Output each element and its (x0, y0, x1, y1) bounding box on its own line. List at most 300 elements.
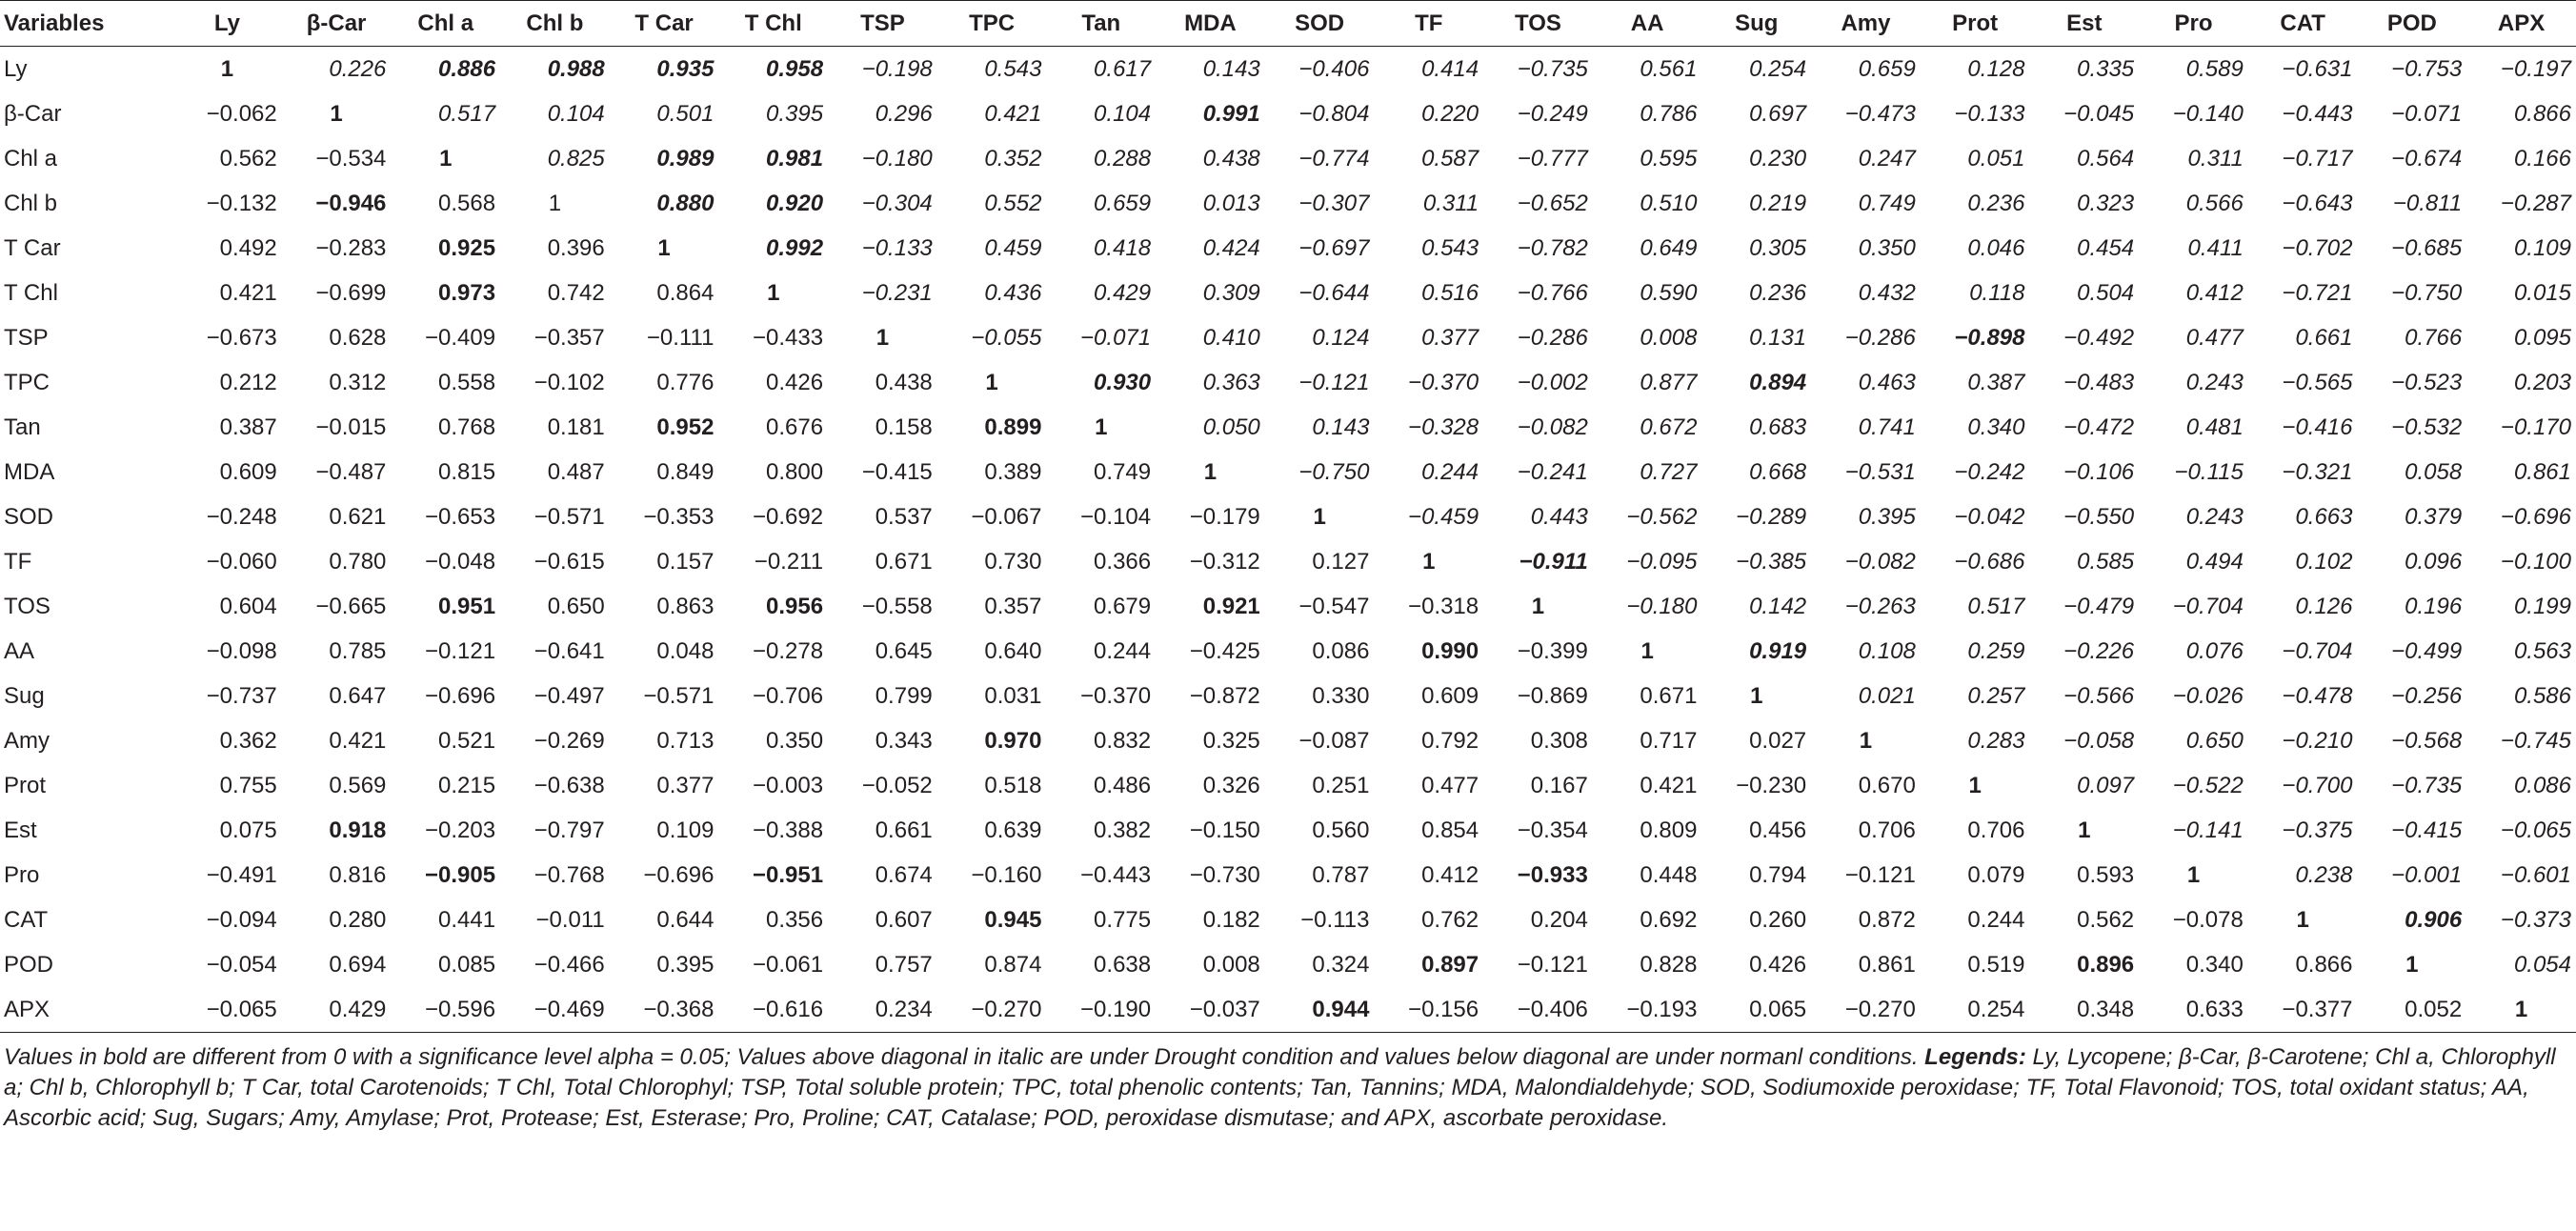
table-cell: 0.521 (438, 727, 496, 754)
table-cell: 0.679 (1094, 593, 1152, 619)
table-cell: 0.031 (984, 682, 1042, 709)
table-cell: 0.861 (2513, 458, 2571, 485)
table-cell: 0.104 (1094, 100, 1152, 127)
table-cell: −0.377 (2248, 987, 2358, 1033)
table-cell: −0.696 (425, 682, 496, 709)
table-cell: 0.792 (1421, 727, 1479, 754)
table-cell: −0.061 (753, 951, 824, 978)
table-cell: −0.692 (753, 503, 824, 530)
row-label: Ly (4, 55, 28, 82)
column-header: T Car (610, 1, 719, 47)
table-cell: −0.872 (1189, 682, 1260, 709)
column-header: TF (1374, 1, 1483, 47)
table-cell: 0.109 (656, 817, 714, 843)
table-cell: −0.001 (2391, 861, 2463, 888)
table-cell: 0.244 (1967, 906, 2025, 933)
table-cell: −0.704 (2172, 593, 2244, 619)
table-cell: 0.128 (1967, 55, 2025, 82)
table-cell: −0.160 (971, 861, 1042, 888)
table-cell: −0.388 (753, 817, 824, 843)
table-cell: 0.362 (219, 727, 277, 754)
table-cell: −0.571 (643, 682, 714, 709)
table-cell: −0.368 (610, 987, 719, 1033)
table-cell: 0.243 (2185, 503, 2244, 530)
table-cell: 0.254 (1921, 987, 2030, 1033)
table-cell: 0.234 (828, 987, 937, 1033)
table-cell: 0.706 (1858, 817, 1916, 843)
table-cell: 0.992 (766, 234, 824, 261)
table-cell: 0.815 (438, 458, 496, 485)
table-cell: −0.702 (2282, 234, 2353, 261)
table-cell: −0.643 (2282, 190, 2353, 216)
table-cell: 0.220 (1421, 100, 1479, 127)
table-cell: 0.694 (329, 951, 387, 978)
table-cell: 0.487 (547, 458, 605, 485)
table-cell: 0.874 (984, 951, 1042, 978)
table-cell: 0.131 (1749, 324, 1807, 351)
table-cell: 1 (1640, 637, 1654, 664)
table-cell: −0.615 (533, 548, 605, 575)
column-header: Pro (2139, 1, 2248, 47)
table-footnote (0, 1033, 2574, 1134)
table-cell: 0.956 (766, 593, 824, 619)
table-cell: 0.387 (1967, 369, 2025, 395)
row-label: β-Car (4, 100, 62, 127)
table-cell: −0.062 (206, 100, 277, 127)
table-cell: −0.492 (2063, 324, 2135, 351)
table-cell: 0.065 (1701, 987, 1811, 1033)
table-cell: 0.481 (2185, 414, 2244, 440)
table-cell: −0.286 (1517, 324, 1588, 351)
table-cell: −0.469 (500, 987, 610, 1033)
table-cell: −0.665 (315, 593, 387, 619)
table-cell: 0.027 (1749, 727, 1807, 754)
table-cell: 1 (657, 234, 671, 261)
table-cell: 0.825 (547, 145, 605, 172)
table-cell: 1 (1422, 548, 1436, 575)
table-cell: 0.517 (1967, 593, 2025, 619)
table-cell: −0.699 (315, 279, 387, 306)
table-cell: 0.607 (875, 906, 933, 933)
table-cell: −0.180 (861, 145, 933, 172)
table-cell: −0.700 (2282, 772, 2353, 798)
table-cell: 0.564 (2077, 145, 2135, 172)
table-cell: 1 (330, 100, 343, 127)
table-cell: 0.877 (1640, 369, 1698, 395)
footnote-text: Values in bold are different from 0 with a significance level alpha = 0.05; Values above diagonal in italic are under Drought condition and values below diagonal are under normanl conditions. (4, 1044, 1925, 1070)
table-cell: 0.379 (2405, 503, 2463, 530)
table-cell: 0.989 (656, 145, 714, 172)
table-cell: −0.409 (425, 324, 496, 351)
column-header: TOS (1483, 1, 1593, 47)
table-cell: 0.254 (1749, 55, 1807, 82)
table-cell: −0.115 (2174, 458, 2244, 485)
table-cell: 0.543 (984, 55, 1042, 82)
table-cell: 0.421 (1640, 772, 1698, 798)
table-cell: 0.661 (2295, 324, 2353, 351)
table-cell: 0.670 (1858, 772, 1916, 798)
table-cell: −0.321 (2282, 458, 2353, 485)
table-cell: 1 (1095, 414, 1108, 440)
table-cell: −0.287 (2500, 190, 2571, 216)
column-header: TSP (828, 1, 937, 47)
table-cell: −0.111 (646, 324, 714, 351)
table-cell: 0.118 (1969, 279, 2025, 306)
table-cell: 0.260 (1749, 906, 1807, 933)
table-cell: 0.389 (984, 458, 1042, 485)
table-cell: 0.816 (329, 861, 387, 888)
table-cell: −0.596 (391, 987, 500, 1033)
table-cell: 0.640 (984, 637, 1042, 664)
table-cell: 0.918 (329, 817, 387, 843)
table-cell: −0.055 (971, 324, 1042, 351)
table-cell: 0.621 (329, 503, 387, 530)
table-cell: 0.494 (2185, 548, 2244, 575)
table-cell: 0.650 (2185, 727, 2244, 754)
table-cell: 0.204 (1530, 906, 1588, 933)
table-cell: 1 (1531, 593, 1545, 619)
table-cell: −0.283 (315, 234, 387, 261)
table-cell: 0.762 (1421, 906, 1479, 933)
table-row (0, 942, 2576, 987)
table-cell: −0.357 (533, 324, 605, 351)
row-label: TOS (4, 593, 50, 619)
table-cell: 0.925 (438, 234, 496, 261)
table-cell: 0.906 (2405, 906, 2463, 933)
table-cell: 0.586 (2513, 682, 2571, 709)
table-cell: 0.366 (1094, 548, 1152, 575)
table-cell: 0.477 (1421, 772, 1479, 798)
table-cell: 0.609 (219, 458, 277, 485)
table-cell: 0.357 (984, 593, 1042, 619)
table-row (0, 718, 2576, 763)
table-cell: −0.373 (2500, 906, 2571, 933)
table-cell: −0.256 (2391, 682, 2463, 709)
table-cell: 1 (2296, 906, 2309, 933)
table-cell: 0.340 (2185, 951, 2244, 978)
table-cell: 0.324 (1312, 951, 1370, 978)
row-label: AA (4, 637, 35, 664)
table-cell: 0.052 (2358, 987, 2467, 1033)
table-cell: −0.104 (1080, 503, 1152, 530)
table-row (0, 91, 2576, 136)
table-cell: 0.396 (547, 234, 605, 261)
table-cell: 0.021 (1858, 682, 1916, 709)
table-cell: −0.443 (2282, 100, 2353, 127)
table-cell: −0.197 (2500, 55, 2571, 82)
table-cell: 0.589 (2185, 55, 2244, 82)
table-cell: 0.414 (1421, 55, 1479, 82)
table-cell: 0.395 (766, 100, 824, 127)
table-cell: 0.897 (1421, 951, 1479, 978)
table-cell: −0.048 (425, 548, 496, 575)
table-cell: −0.065 (2500, 817, 2571, 843)
table-cell: 0.244 (1094, 637, 1152, 664)
table-cell: 0.236 (1749, 279, 1807, 306)
table-cell: 0.377 (656, 772, 714, 798)
table-cell: −0.052 (861, 772, 933, 798)
table-cell: −0.774 (1298, 145, 1370, 172)
table-cell: −0.354 (1517, 817, 1588, 843)
table-cell: −0.946 (315, 190, 387, 216)
table-cell: −0.750 (2391, 279, 2463, 306)
table-cell: −0.499 (2391, 637, 2463, 664)
table-cell: 0.749 (1858, 190, 1916, 216)
table-cell: 0.832 (1094, 727, 1152, 754)
legends-label: Legends: (1924, 1044, 2026, 1070)
table-cell: 0.864 (656, 279, 714, 306)
table-cell: 0.046 (1967, 234, 2025, 261)
row-label: SOD (4, 503, 54, 530)
table-cell: 0.348 (2029, 987, 2139, 1033)
table-cell: 1 (2405, 951, 2419, 978)
table-cell: −0.102 (533, 369, 605, 395)
table-cell: −0.735 (2391, 772, 2463, 798)
table-cell: −0.745 (2500, 727, 2571, 754)
table-cell: 0.215 (438, 772, 496, 798)
table-cell: 0.519 (1967, 951, 2025, 978)
table-row (0, 763, 2576, 808)
table-cell: 0.568 (438, 190, 496, 216)
table-cell: 1 (548, 190, 562, 216)
table-cell: 0.412 (1421, 861, 1479, 888)
table-cell: 0.659 (1858, 55, 1916, 82)
table-cell: −0.547 (1298, 593, 1370, 619)
table-cell: 0.259 (1967, 637, 2025, 664)
table-cell: 0.459 (984, 234, 1042, 261)
table-cell: 0.776 (656, 369, 714, 395)
table-cell: 1 (439, 145, 453, 172)
row-label: CAT (4, 906, 49, 933)
row-label: T Chl (4, 279, 58, 306)
table-cell: 0.448 (1640, 861, 1698, 888)
table-cell: 0.008 (1202, 951, 1260, 978)
table-cell: −0.370 (1408, 369, 1479, 395)
table-cell: −0.415 (2391, 817, 2463, 843)
table-cell: 0.008 (1640, 324, 1698, 351)
table-cell: −0.487 (315, 458, 387, 485)
table-cell: 0.866 (2295, 951, 2353, 978)
row-label: Pro (4, 861, 40, 888)
table-cell: 0.477 (2185, 324, 2244, 351)
table-cell: 0.650 (547, 593, 605, 619)
table-cell: 0.595 (1640, 145, 1698, 172)
table-cell: −0.704 (2282, 637, 2353, 664)
table-cell: 0.661 (875, 817, 933, 843)
table-cell: 1 (985, 369, 998, 395)
column-header: Sug (1701, 1, 1811, 47)
table-cell: −0.406 (1483, 987, 1593, 1033)
table-cell: 0.411 (2187, 234, 2244, 261)
table-cell: −0.270 (1811, 987, 1921, 1033)
table-cell: 0.086 (1312, 637, 1370, 664)
table-cell: 0.593 (2077, 861, 2135, 888)
table-cell: 0.325 (1202, 727, 1260, 754)
table-cell: −0.312 (1189, 548, 1260, 575)
table-cell: −0.406 (1298, 55, 1370, 82)
row-label: TSP (4, 324, 49, 351)
table-cell: 0.395 (1858, 503, 1916, 530)
table-cell: 0.326 (1202, 772, 1260, 798)
table-cell: −0.686 (1954, 548, 2025, 575)
table-cell: 0.945 (984, 906, 1042, 933)
table-cell: −0.058 (2063, 727, 2135, 754)
table-cell: 0.780 (329, 548, 387, 575)
table-cell: 0.238 (2295, 861, 2353, 888)
column-header: Chl b (500, 1, 610, 47)
table-cell: 0.768 (438, 414, 496, 440)
table-cell: −0.550 (2063, 503, 2135, 530)
table-cell: −0.328 (1408, 414, 1479, 440)
table-cell: −0.071 (2391, 100, 2463, 127)
table-cell: −0.045 (2063, 100, 2135, 127)
table-cell: 0.051 (1967, 145, 2025, 172)
table-cell: −0.491 (206, 861, 277, 888)
table-cell: 0.124 (1312, 324, 1370, 351)
table-cell: 0.569 (329, 772, 387, 798)
table-cell: 0.639 (984, 817, 1042, 843)
table-cell: 0.558 (438, 369, 496, 395)
table-cell: −0.601 (2500, 861, 2571, 888)
table-cell: −0.249 (1517, 100, 1588, 127)
table-cell: −0.641 (533, 637, 605, 664)
table-cell: 0.280 (329, 906, 387, 933)
table-cell: −0.750 (1298, 458, 1370, 485)
table-cell: 0.730 (984, 548, 1042, 575)
table-cell: 0.633 (2139, 987, 2248, 1033)
table-cell: 0.311 (1422, 190, 1479, 216)
table-cell: 0.108 (1858, 637, 1916, 664)
table-cell: 0.866 (2513, 100, 2571, 127)
row-label: APX (0, 987, 172, 1033)
table-cell: 0.930 (1094, 369, 1152, 395)
table-cell: 0.562 (219, 145, 277, 172)
table-cell: −0.532 (2391, 414, 2463, 440)
table-cell: −0.652 (1517, 190, 1588, 216)
table-cell: 0.429 (282, 987, 392, 1033)
table-cell: −0.132 (206, 190, 277, 216)
table-cell: −0.558 (861, 593, 933, 619)
table-cell: 0.504 (2077, 279, 2135, 306)
table-cell: −0.375 (2282, 817, 2353, 843)
table-cell: 0.226 (329, 55, 387, 82)
row-label: T Car (4, 234, 61, 261)
table-cell: −0.242 (1954, 458, 2025, 485)
table-row (0, 987, 2576, 1033)
table-cell: 0.486 (1094, 772, 1152, 798)
table-cell: 0.236 (1967, 190, 2025, 216)
table-cell: −0.071 (1080, 324, 1152, 351)
table-cell: 0.076 (2185, 637, 2244, 664)
table-cell: 0.787 (1312, 861, 1370, 888)
table-row (0, 629, 2576, 674)
table-cell: −0.869 (1517, 682, 1588, 709)
table-cell: −0.717 (2282, 145, 2353, 172)
table-cell: −0.399 (1517, 637, 1588, 664)
table-row (0, 853, 2576, 898)
table-cell: 0.343 (875, 727, 933, 754)
table-cell: −0.156 (1374, 987, 1483, 1033)
table-cell: 0.181 (547, 414, 605, 440)
table-cell: 0.775 (1094, 906, 1152, 933)
table-cell: −0.095 (1626, 548, 1698, 575)
row-label: Amy (4, 727, 50, 754)
table-cell: −0.933 (1517, 861, 1588, 888)
table-cell: −0.113 (1300, 906, 1370, 933)
table-cell: 0.463 (1858, 369, 1916, 395)
table-cell: 0.199 (2513, 593, 2571, 619)
table-cell: 0.305 (1749, 234, 1807, 261)
table-cell: −0.133 (1954, 100, 2025, 127)
table-cell: 0.230 (1749, 145, 1807, 172)
table-cell: 0.438 (1202, 145, 1260, 172)
table-cell: 0.251 (1312, 772, 1370, 798)
table-cell: −0.193 (1593, 987, 1702, 1033)
table-cell: 0.921 (1202, 593, 1260, 619)
table-cell: 0.058 (2405, 458, 2463, 485)
table-cell: −0.565 (2282, 369, 2353, 395)
table-cell: −0.616 (718, 987, 828, 1033)
table-row (0, 226, 2576, 271)
table-cell: 0.143 (1312, 414, 1370, 440)
table-cell: −0.133 (861, 234, 933, 261)
column-header: Prot (1921, 1, 2030, 47)
table-cell: 0.219 (1749, 190, 1807, 216)
table-cell: 0.668 (1749, 458, 1807, 485)
table-cell: −0.026 (2172, 682, 2244, 709)
table-cell: 1 (1859, 727, 1873, 754)
table-cell: 0.436 (984, 279, 1042, 306)
table-cell: −0.015 (315, 414, 387, 440)
table-cell: 0.323 (2077, 190, 2135, 216)
table-cell: 0.674 (875, 861, 933, 888)
table-row (0, 405, 2576, 450)
table-cell: −0.278 (753, 637, 824, 664)
table-cell: 0.309 (1202, 279, 1260, 306)
table-row (0, 450, 2576, 494)
table-cell: −0.473 (1844, 100, 1916, 127)
table-cell: −0.804 (1298, 100, 1370, 127)
table-cell: −0.141 (2172, 817, 2244, 843)
table-cell: −0.011 (535, 906, 605, 933)
table-cell: −0.562 (1626, 503, 1698, 530)
table-cell: 0.561 (1640, 55, 1698, 82)
table-cell: −0.497 (533, 682, 605, 709)
legends-text: Ly, Lycopene; β-Car, β-Carotene; Chl a, Chlorophyll a; Chl b, Chlorophyll b; T Car, total Carotenoids; T Chl, Total Chlorophyl; TSP, Total soluble protein; TPC, total phenolic contents; Tan, Tannins; MDA, Malondialdehyde; SOD, Sodiumoxide peroxidase; TF, Total Flavonoid; TOS, total oxidant status; AA, Ascorbic acid; Sug, Sugars; Amy, Amylase; Prot, Protease; Est, Esterase; Pro, Proline; CAT, Catalase; POD, peroxidase dismutase; and APX, ascorbate peroxidase. (4, 1044, 2556, 1131)
table-cell: −0.797 (533, 817, 605, 843)
column-header: β-Car (282, 1, 392, 47)
table-cell: 0.410 (1202, 324, 1260, 351)
table-cell: −0.737 (206, 682, 277, 709)
table-cell: 0.426 (766, 369, 824, 395)
table-cell: 0.766 (2405, 324, 2463, 351)
row-label: Chl a (4, 145, 58, 172)
table-cell: 0.013 (1202, 190, 1260, 216)
table-cell: −0.911 (1519, 548, 1588, 575)
table-cell: 0.296 (875, 100, 933, 127)
table-cell: 0.312 (329, 369, 387, 395)
table-cell: 0.516 (1421, 279, 1479, 306)
table-cell: 0.727 (1640, 458, 1698, 485)
table-cell: −0.270 (937, 987, 1047, 1033)
row-label: TF (4, 548, 32, 575)
table-cell: −0.479 (2063, 593, 2135, 619)
table-cell: −0.210 (2282, 727, 2353, 754)
table-cell: 0.127 (1312, 548, 1370, 575)
table-row (0, 181, 2576, 226)
row-label: Chl b (4, 190, 58, 216)
table-cell: 0.048 (656, 637, 714, 664)
